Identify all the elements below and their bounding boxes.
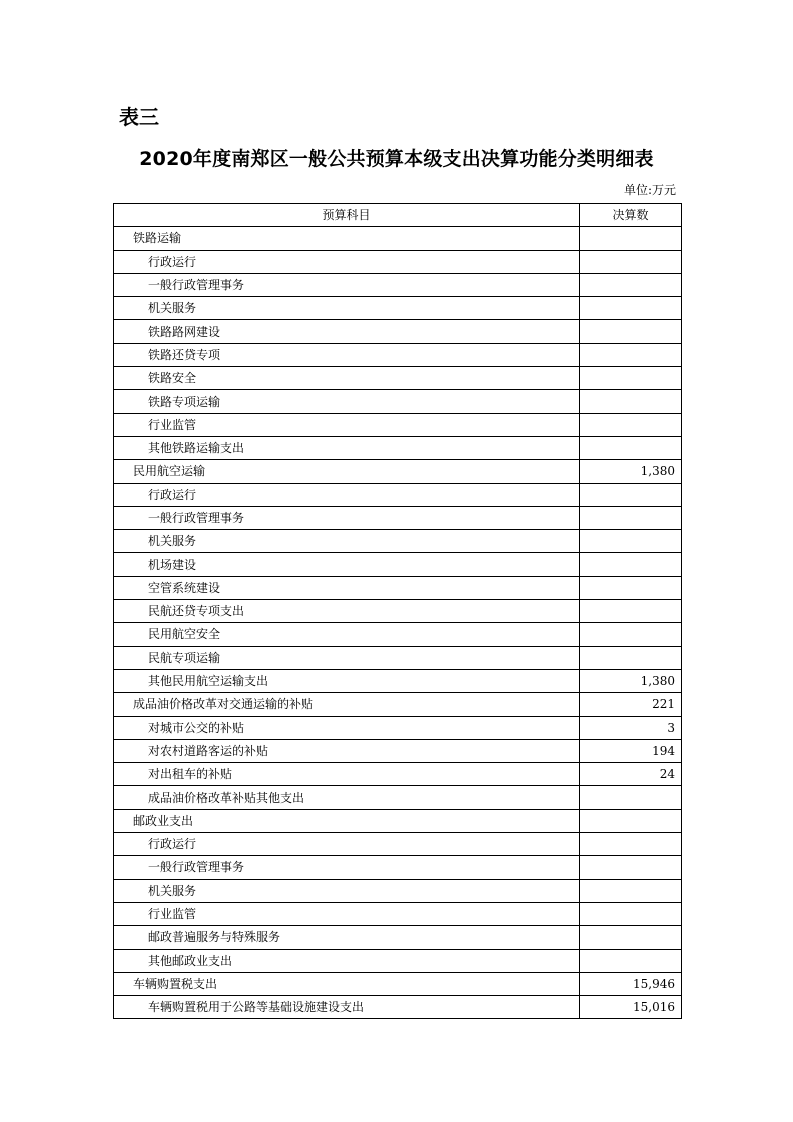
table-row <box>114 879 682 902</box>
budget-item-name: 行政运行 <box>114 833 580 856</box>
budget-item-name: 铁路路网建设 <box>114 320 580 343</box>
table-row <box>114 460 682 483</box>
final-amount-cell <box>580 926 682 949</box>
budget-item-name: 一般行政管理事务 <box>114 273 580 296</box>
final-amount-cell: 24 <box>580 763 682 786</box>
table-row <box>114 413 682 436</box>
table-row <box>114 693 682 716</box>
table-row <box>114 646 682 669</box>
budget-item-name: 对出租车的补贴 <box>114 763 580 786</box>
table-row <box>114 250 682 273</box>
table-row <box>114 763 682 786</box>
final-amount-cell <box>580 343 682 366</box>
budget-item-name: 行政运行 <box>114 483 580 506</box>
budget-item-name: 铁路安全 <box>114 367 580 390</box>
final-amount-cell: 15,946 <box>580 972 682 995</box>
final-amount-cell <box>580 436 682 459</box>
table-row <box>114 926 682 949</box>
document-label: 表三 <box>119 105 159 129</box>
table-row <box>114 786 682 809</box>
table-row <box>114 600 682 623</box>
final-amount-cell <box>580 483 682 506</box>
budget-item-name: 民航专项运输 <box>114 646 580 669</box>
final-amount-cell <box>580 390 682 413</box>
budget-item-name: 行业监管 <box>114 902 580 925</box>
budget-item-name: 车辆购置税用于公路等基础设施建设支出 <box>114 996 580 1019</box>
table-row <box>114 576 682 599</box>
table-row <box>114 367 682 390</box>
table-row <box>114 273 682 296</box>
budget-item-name: 机场建设 <box>114 553 580 576</box>
budget-item-name: 邮政普遍服务与特殊服务 <box>114 926 580 949</box>
final-amount-cell <box>580 413 682 436</box>
header-final-amount: 决算数 <box>580 204 682 227</box>
budget-item-name: 机关服务 <box>114 879 580 902</box>
table-row <box>114 436 682 459</box>
final-amount-cell <box>580 530 682 553</box>
budget-item-name: 铁路运输 <box>114 227 580 250</box>
budget-table <box>113 203 682 1019</box>
unit-label: 单位:万元 <box>623 183 676 197</box>
final-amount-cell: 1,380 <box>580 460 682 483</box>
final-amount-cell <box>580 576 682 599</box>
table-row <box>114 809 682 832</box>
header-budget-item: 预算科目 <box>114 204 580 227</box>
table-row <box>114 320 682 343</box>
table-row <box>114 739 682 762</box>
table-body <box>114 227 682 1019</box>
budget-item-name: 民用航空安全 <box>114 623 580 646</box>
final-amount-cell: 194 <box>580 739 682 762</box>
budget-item-name: 一般行政管理事务 <box>114 856 580 879</box>
table-row <box>114 483 682 506</box>
budget-item-name: 机关服务 <box>114 530 580 553</box>
table-row <box>114 227 682 250</box>
budget-item-name: 成品油价格改革补贴其他支出 <box>114 786 580 809</box>
final-amount-cell <box>580 646 682 669</box>
table-row <box>114 856 682 879</box>
budget-item-name: 行政运行 <box>114 250 580 273</box>
budget-item-name: 其他邮政业支出 <box>114 949 580 972</box>
budget-item-name: 民航还贷专项支出 <box>114 600 580 623</box>
final-amount-cell <box>580 902 682 925</box>
document-title: 2020年度南郑区一般公共预算本级支出决算功能分类明细表 <box>139 148 654 170</box>
table-header-row <box>114 204 682 227</box>
budget-item-name: 行业监管 <box>114 413 580 436</box>
budget-item-name: 铁路还贷专项 <box>114 343 580 366</box>
final-amount-cell <box>580 227 682 250</box>
final-amount-cell <box>580 320 682 343</box>
budget-item-name: 车辆购置税支出 <box>114 972 580 995</box>
budget-item-name: 铁路专项运输 <box>114 390 580 413</box>
table-row <box>114 390 682 413</box>
table-row <box>114 996 682 1019</box>
budget-item-name: 空管系统建设 <box>114 576 580 599</box>
budget-item-name: 一般行政管理事务 <box>114 506 580 529</box>
table-row <box>114 553 682 576</box>
final-amount-cell <box>580 786 682 809</box>
table-row <box>114 623 682 646</box>
final-amount-cell <box>580 506 682 529</box>
final-amount-cell <box>580 273 682 296</box>
budget-item-name: 民用航空运输 <box>114 460 580 483</box>
table-row <box>114 716 682 739</box>
final-amount-cell <box>580 949 682 972</box>
budget-item-name: 对城市公交的补贴 <box>114 716 580 739</box>
table-row <box>114 949 682 972</box>
final-amount-cell <box>580 856 682 879</box>
final-amount-cell <box>580 250 682 273</box>
final-amount-cell: 221 <box>580 693 682 716</box>
final-amount-cell <box>580 809 682 832</box>
budget-item-name: 其他民用航空运输支出 <box>114 669 580 692</box>
final-amount-cell: 1,380 <box>580 669 682 692</box>
table-row <box>114 530 682 553</box>
final-amount-cell <box>580 833 682 856</box>
table-row <box>114 343 682 366</box>
final-amount-cell <box>580 297 682 320</box>
budget-item-name: 其他铁路运输支出 <box>114 436 580 459</box>
budget-item-name: 邮政业支出 <box>114 809 580 832</box>
final-amount-cell <box>580 553 682 576</box>
final-amount-cell <box>580 600 682 623</box>
final-amount-cell <box>580 623 682 646</box>
table-row <box>114 506 682 529</box>
table-row <box>114 902 682 925</box>
final-amount-cell: 15,016 <box>580 996 682 1019</box>
final-amount-cell: 3 <box>580 716 682 739</box>
budget-item-name: 机关服务 <box>114 297 580 320</box>
final-amount-cell <box>580 879 682 902</box>
budget-item-name: 成品油价格改革对交通运输的补贴 <box>114 693 580 716</box>
table-row <box>114 972 682 995</box>
table-row <box>114 297 682 320</box>
final-amount-cell <box>580 367 682 390</box>
table-row <box>114 833 682 856</box>
budget-item-name: 对农村道路客运的补贴 <box>114 739 580 762</box>
table-row <box>114 669 682 692</box>
